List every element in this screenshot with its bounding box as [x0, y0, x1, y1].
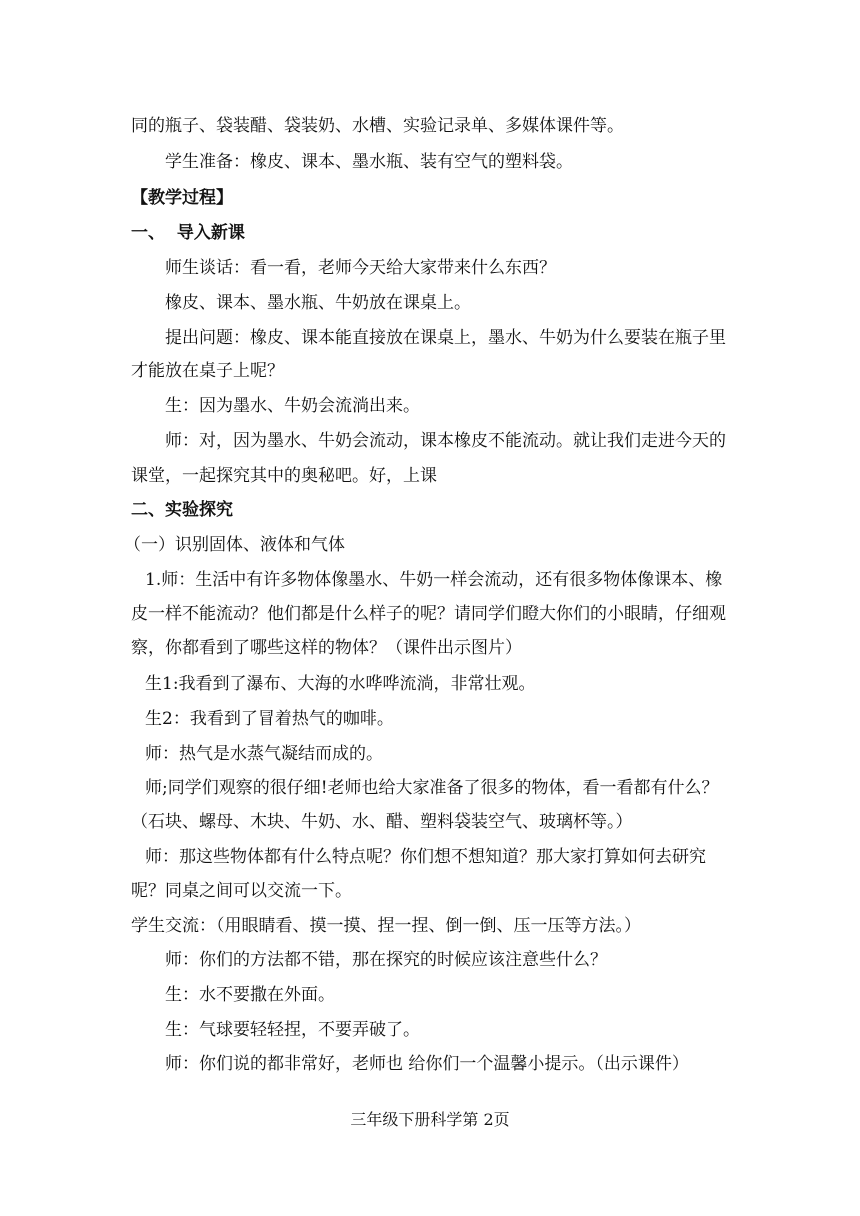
text-line: 师：那这些物体都有什么特点呢？你们想不想知道？那大家打算如何去研究 — [145, 847, 706, 867]
text-line: 才能放在桌子上呢？ — [131, 361, 284, 381]
text-line: 生1:我看到了瀑布、大海的水哗哗流淌，非常壮观。 — [145, 674, 536, 694]
text-line: 学生准备：橡皮、课本、墨水瓶、装有空气的塑料袋。 — [165, 152, 573, 172]
text-line: 师：你们说的都非常好，老师也 给你们一个温馨小提示。（出示课件） — [165, 1054, 689, 1074]
text-line: 师：你们的方法都不错，那在探究的时候应该注意些什么？ — [165, 950, 607, 970]
text-line: 提出问题：橡皮、课本能直接放在课桌上，墨水、牛奶为什么要装在瓶子里 — [165, 328, 726, 348]
section-heading: 【教学过程】 — [131, 188, 233, 208]
section-heading: 二、实验探究 — [131, 500, 233, 520]
text-line: 察，你都看到了哪些这样的物体？（课件出示图片） — [131, 638, 522, 658]
text-line: 生：水不要撒在外面。 — [165, 985, 335, 1005]
text-line: 皮一样不能流动？他们都是什么样子的呢？请同学们瞪大你们的小眼睛，仔细观 — [131, 604, 726, 624]
text-line: 生：因为墨水、牛奶会流淌出来。 — [165, 396, 420, 416]
text-line: 同的瓶子、袋装醋、袋装奶、水槽、实验记录单、多媒体课件等。 — [131, 116, 624, 136]
text-line: 橡皮、课本、墨水瓶、牛奶放在课桌上。 — [165, 293, 471, 313]
text-line: 师：对，因为墨水、牛奶会流动，课本橡皮不能流动。就让我们走进今天的 — [165, 431, 726, 451]
subsection-heading: （一）识别固体、液体和气体 — [124, 535, 345, 555]
page-footer: 三年级下册科学第 2页 — [350, 1110, 510, 1129]
text-line: 生：气球要轻轻捏，不要弄破了。 — [165, 1020, 420, 1040]
text-line: 生2：我看到了冒着热气的咖啡。 — [145, 709, 394, 729]
text-line: 呢？同桌之间可以交流一下。 — [131, 881, 352, 901]
text-line: 师;同学们观察的很仔细!老师也给大家准备了很多的物体，看一看都有什么？ — [145, 778, 719, 798]
text-line: 师生谈话：看一看，老师今天给大家带来什么东西？ — [165, 258, 556, 278]
text-line: 学生交流：（用眼睛看、摸一摸、捏一捏、倒一倒、压一压等方法。） — [131, 916, 641, 936]
text-line: （石块、螺母、木块、牛奶、水、醋、塑料袋装空气、玻璃杯等。） — [131, 812, 633, 832]
text-line: 课堂，一起探究其中的奥秘吧。好，上课 — [131, 466, 437, 486]
text-line: 师：热气是水蒸气凝结而成的。 — [145, 744, 383, 764]
text-line: 1.师：生活中有许多物体像墨水、牛奶一样会流动，还有很多物体像课本、橡 — [145, 570, 723, 590]
section-heading: 一、 导入新课 — [131, 223, 245, 243]
